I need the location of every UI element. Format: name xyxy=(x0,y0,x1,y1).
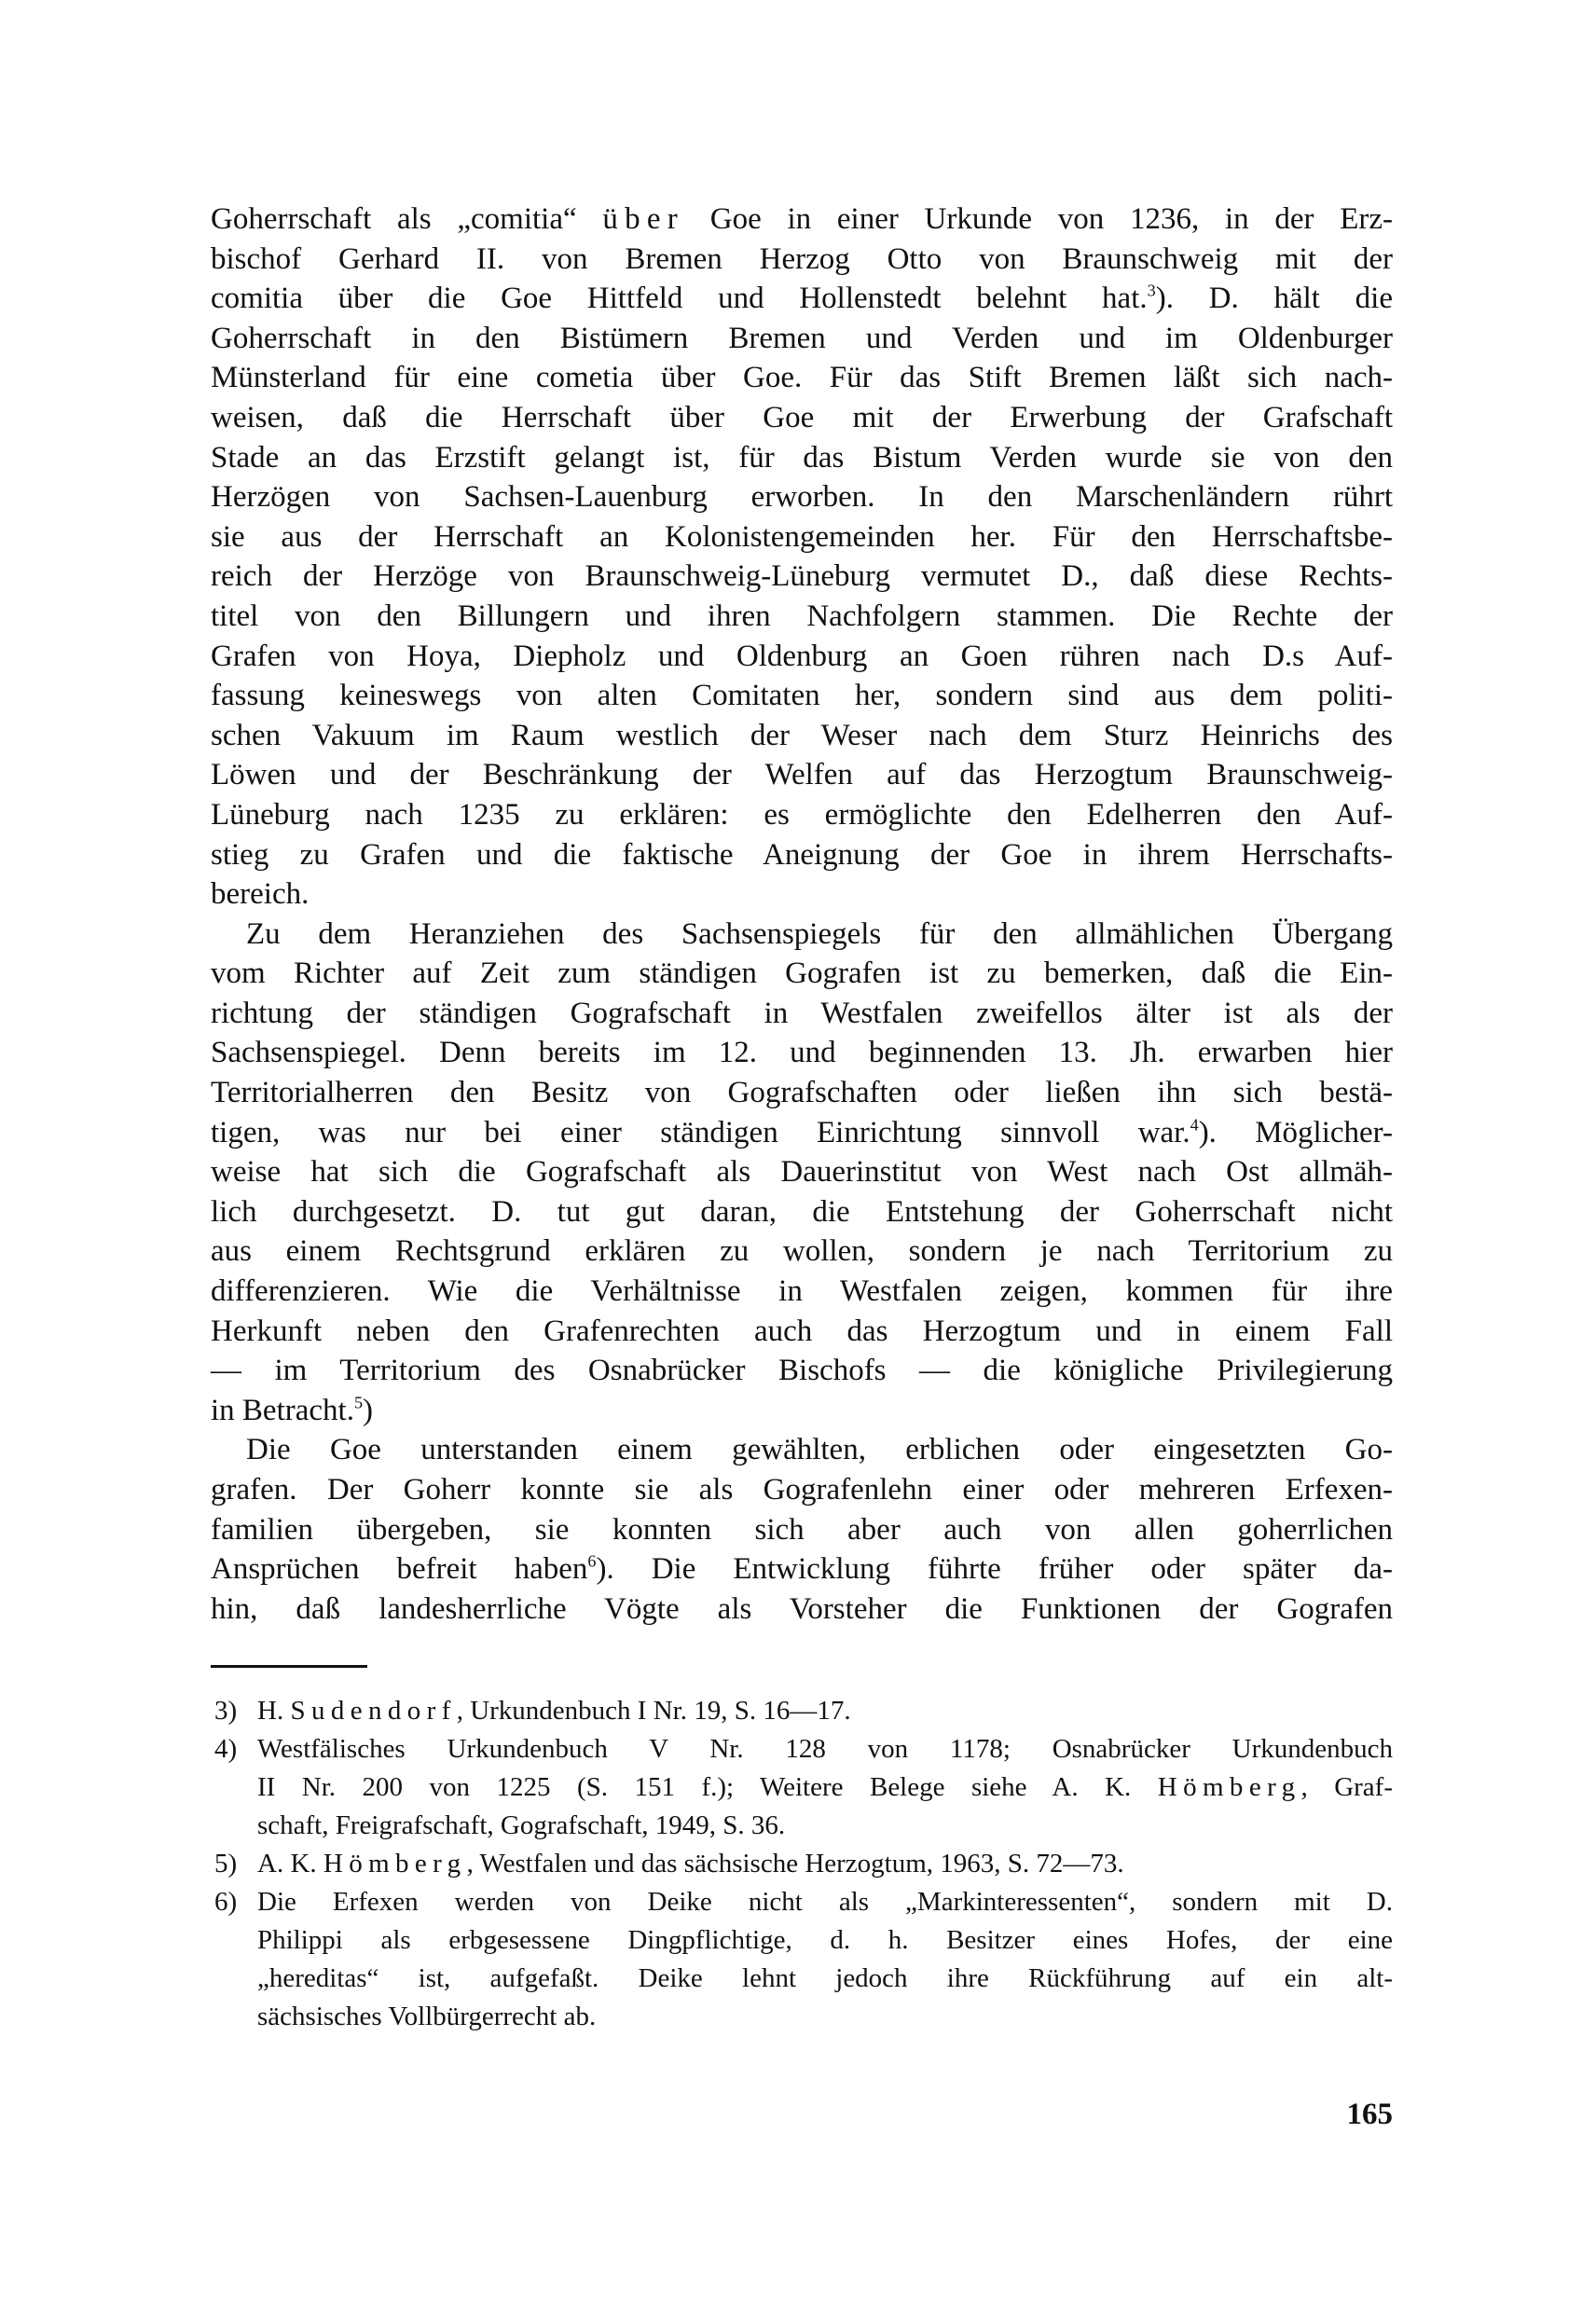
footnote-line: Philippi als erbgesessene Dingpflichtige, d. h. Besitzer eines Hofes, der eine xyxy=(257,1925,1393,1955)
text-line: Die Goe unterstanden einem gewählten, erblichen oder eingesetzten Go- xyxy=(246,1433,1393,1467)
footnote-number: 5) xyxy=(214,1849,238,1878)
spaced-name: über xyxy=(602,202,685,236)
text-line: grafen. Der Goherr konnte sie als Gografenlehn einer oder mehreren Erfexen- xyxy=(211,1473,1393,1507)
text-line: bischof Gerhard II. von Bremen Herzog Otto von Braunschweig mit der xyxy=(211,241,1393,276)
footnote-number: 4) xyxy=(214,1734,238,1764)
footnotes xyxy=(211,1692,1393,2036)
text-line: vom Richter auf Zeit zum ständigen Gografen ist zu bemerken, daß die Ein- xyxy=(211,956,1393,991)
text-line: comitia über die Goe Hittfeld und Hollenstedt belehnt hat.$^3$). D. hält die xyxy=(211,281,1393,316)
paragraph xyxy=(211,1430,1393,1629)
text-line: Münsterland für eine cometia über Goe. Für das Stift Bremen läßt sich nach- xyxy=(211,361,1393,395)
footnote xyxy=(211,1692,1393,1730)
text-line: Zu dem Heranziehen des Sachsenspiegels für den allmählichen Übergang xyxy=(246,916,1393,951)
text-line: Territorialherren den Besitz von Gografschaften oder ließen ihn sich bestä- xyxy=(211,1076,1393,1110)
body-text xyxy=(211,200,1393,1629)
footnote-number: 3) xyxy=(214,1696,238,1726)
footnote xyxy=(211,1730,1393,1845)
footnote-reference: 6 xyxy=(587,1551,597,1571)
text-line: Lüneburg nach 1235 zu erklären: es ermöglichte den Edelherren den Auf- xyxy=(211,797,1393,832)
text-line: Goherrschaft als „comitia“ über Goe in einer Urkunde von 1236, in der Erz- xyxy=(211,202,1394,236)
text-line: weise hat sich die Gografschaft als Dauerinstitut von West nach Ost allmäh- xyxy=(211,1155,1393,1190)
text-line: schen Vakuum im Raum westlich der Weser nach dem Sturz Heinrichs des xyxy=(211,718,1393,752)
spaced-name: Hömberg xyxy=(1157,1772,1301,1802)
text-line: weisen, daß die Herrschaft über Goe mit der Erwerbung der Grafschaft xyxy=(211,400,1393,434)
text-line: sie aus der Herrschaft an Kolonistengemeinden her. Für den Herrschaftsbe- xyxy=(211,519,1393,554)
text-line: Herzögen von Sachsen-Lauenburg erworben. In den Marschenländern rührt xyxy=(211,480,1393,515)
text-line: reich der Herzöge von Braunschweig-Lüneburg vermutet D., daß diese Rechts- xyxy=(211,559,1393,594)
text-line: Herkunft neben den Grafenrechten auch das Herzogtum und in einem Fall xyxy=(211,1314,1393,1348)
page-number: 165 xyxy=(1346,2098,1393,2131)
footnote-line: II Nr. 200 von 1225 (S. 151 f.); Weitere Belege siehe A. K. Hömberg, Graf- xyxy=(257,1772,1393,1802)
text-line: aus einem Rechtsgrund erklären zu wollen, sondern je nach Territorium zu xyxy=(211,1234,1393,1269)
footnote-reference: 3 xyxy=(1147,281,1156,300)
text-line: titel von den Billungern und ihren Nachfolgern stammen. Die Rechte der xyxy=(211,599,1393,633)
text-line: familien übergeben, sie konnten sich aber auch von allen goherrlichen xyxy=(211,1512,1393,1547)
text-line: fassung keineswegs von alten Comitaten her, sondern sind aus dem politi- xyxy=(211,679,1393,713)
text-line: Löwen und der Beschränkung der Welfen auf das Herzogtum Braunschweig- xyxy=(211,758,1393,792)
text-line: stieg zu Grafen und die faktische Aneignung der Goe in ihrem Herrschafts- xyxy=(211,837,1393,872)
footnote-line: H. Sudendorf, Urkundenbuch I Nr. 19, S. 16—17. xyxy=(257,1696,851,1726)
text-line: hin, daß landesherrliche Vögte als Vorsteher die Funktionen der Gografen xyxy=(211,1591,1393,1626)
paragraph xyxy=(211,915,1393,1431)
text-line: — im Territorium des Osnabrücker Bischofs — die königliche Privilegierung xyxy=(211,1354,1393,1388)
footnote xyxy=(211,1845,1393,1883)
text-line: richtung der ständigen Gografschaft in Westfalen zweifellos älter ist als der xyxy=(211,996,1393,1030)
footnote-line: schaft, Freigrafschaft, Gografschaft, 1949, S. 36. xyxy=(257,1810,786,1840)
text-line: Goherrschaft in den Bistümern Bremen und Verden und im Oldenburger xyxy=(211,321,1393,355)
spaced-name: Hömberg xyxy=(323,1849,467,1878)
spaced-name: Sudendorf xyxy=(290,1696,457,1726)
footnote-line: „hereditas“ ist, aufgefaßt. Deike lehnt jedoch ihre Rückführung auf ein alt- xyxy=(257,1963,1393,1993)
footnote-line: A. K. Hömberg, Westfalen und das sächsische Herzogtum, 1963, S. 72—73. xyxy=(257,1849,1124,1878)
footnote-line: Westfälisches Urkundenbuch V Nr. 128 von 1178; Osnabrücker Urkundenbuch xyxy=(257,1734,1393,1764)
footnote-line: Die Erfexen werden von Deike nicht als „Markinteressenten“, sondern mit D. xyxy=(257,1887,1393,1917)
text-line: Stade an das Erzstift gelangt ist, für das Bistum Verden wurde sie von den xyxy=(211,440,1393,475)
footnote xyxy=(211,1883,1393,2036)
text-line: in Betracht.$^5$) xyxy=(211,1393,374,1427)
footnote-line: sächsisches Vollbürgerrecht ab. xyxy=(257,2002,597,2031)
text-line: bereich. xyxy=(211,877,310,912)
text-line: lich durchgesetzt. D. tut gut daran, die Entstehung der Goherrschaft nicht xyxy=(211,1194,1393,1229)
text-line: Ansprüchen befreit haben$^6$). Die Entwicklung führte früher oder später da- xyxy=(211,1551,1393,1587)
footnote-number: 6) xyxy=(214,1887,238,1917)
text-line: Grafen von Hoya, Diepholz und Oldenburg an Goen rühren nach D.s Auf- xyxy=(211,639,1393,673)
text-line: tigen, was nur bei einer ständigen Einrichtung sinnvoll war.$^4$). Möglicher- xyxy=(211,1114,1394,1149)
text-line: differenzieren. Wie die Verhältnisse in Westfalen zeigen, kommen für ihre xyxy=(211,1274,1393,1309)
footnote-reference: 4 xyxy=(1190,1114,1199,1134)
footnote-separator xyxy=(211,1665,367,1668)
text-line: Sachsenspiegel. Denn bereits im 12. und beginnenden 13. Jh. erwarben hier xyxy=(211,1036,1393,1070)
footnote-reference: 5 xyxy=(353,1393,364,1412)
paragraph xyxy=(211,200,1393,915)
